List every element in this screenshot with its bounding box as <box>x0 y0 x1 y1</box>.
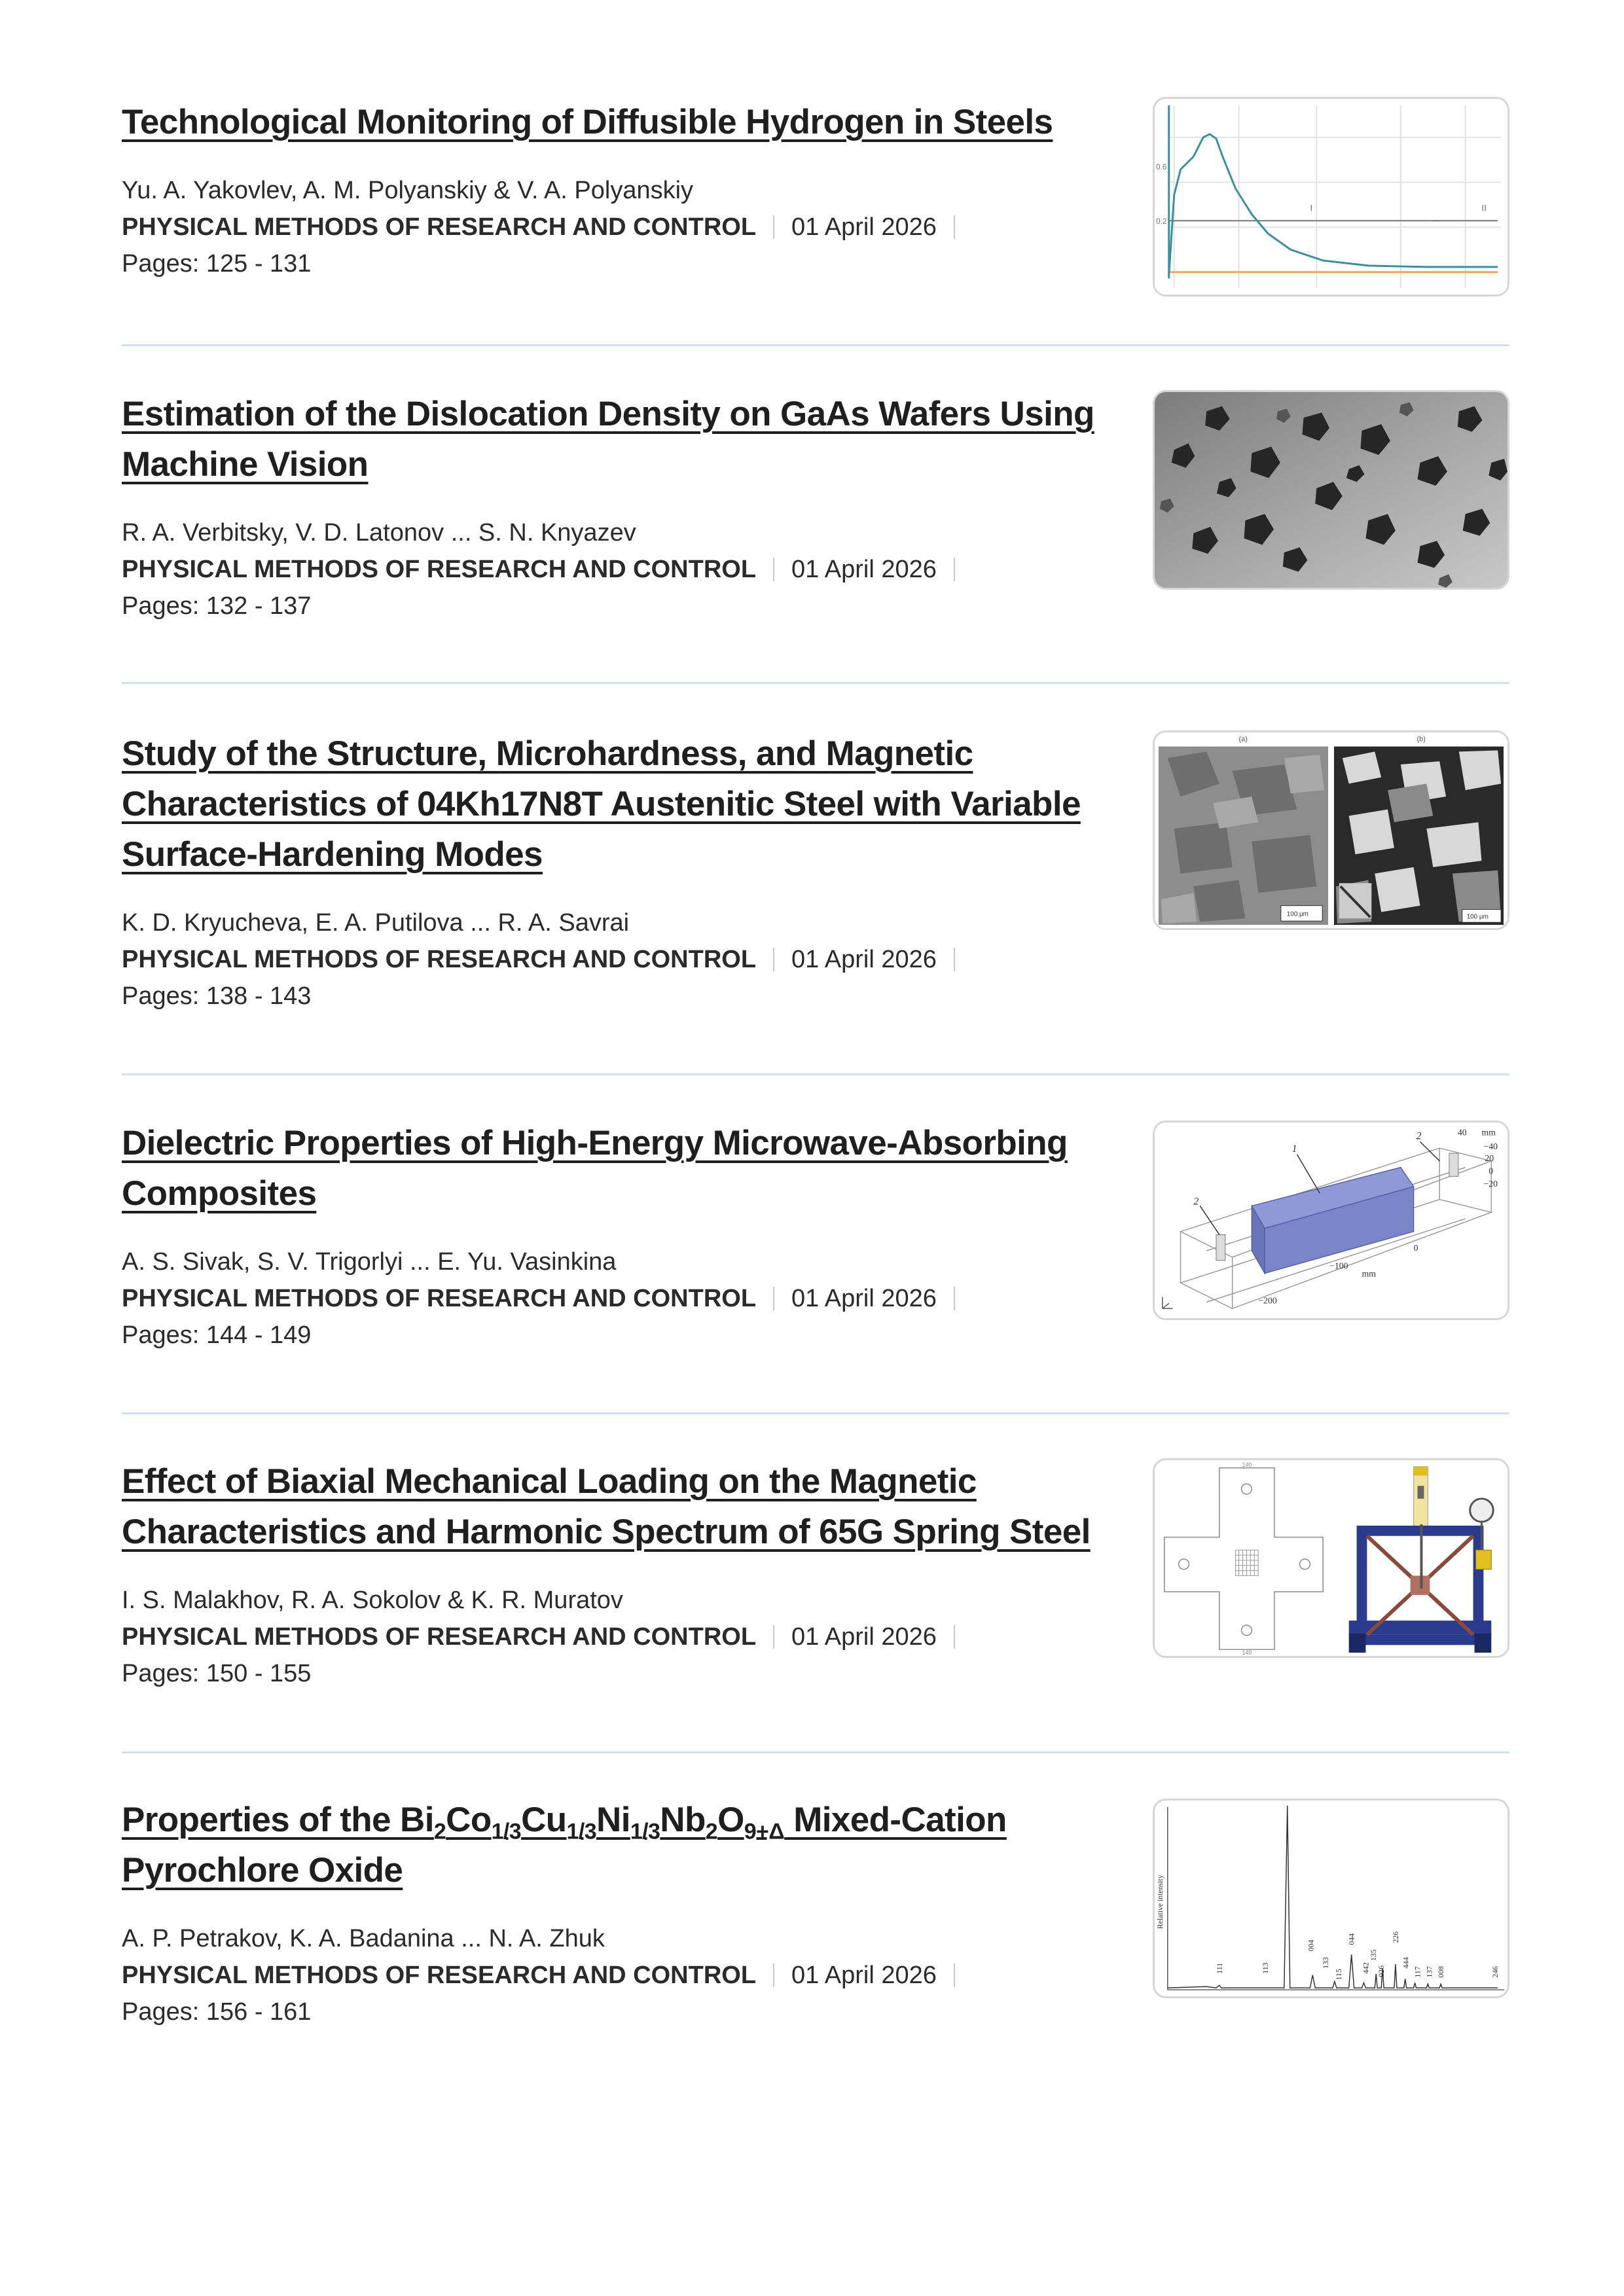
article-thumbnail-microstructure[interactable] <box>1153 730 1509 930</box>
peak-label: 442 <box>1361 1962 1371 1974</box>
publication-date: 01 April 2026 <box>791 556 937 583</box>
article-thumbnail-etch-pits[interactable] <box>1153 390 1509 590</box>
publication-date: 01 April 2026 <box>791 1623 937 1651</box>
peak-label: 226 <box>1390 1931 1400 1943</box>
meta-separator <box>773 1287 774 1310</box>
title-text: Properties of the Bi <box>122 1801 434 1839</box>
meta-separator <box>773 558 774 581</box>
article-title-link[interactable] <box>122 1795 1123 1895</box>
axis-tick: −100 <box>1329 1261 1348 1271</box>
title-text: Co <box>446 1801 492 1839</box>
hydrogen-graph <box>1155 99 1507 295</box>
article-divider <box>122 344 1509 346</box>
axis-tick: 0 <box>1413 1243 1418 1253</box>
journal-name: PHYSICAL METHODS OF RESEARCH AND CONTROL <box>122 1962 757 1989</box>
axis-tick: −40 <box>1483 1141 1498 1152</box>
article-text <box>122 1118 1123 1354</box>
axis-label: mm <box>1481 1127 1496 1138</box>
journal-name: PHYSICAL METHODS OF RESEARCH AND CONTROL <box>122 1285 757 1312</box>
title-text: O <box>717 1801 744 1839</box>
article-title-link[interactable]: Technological Monitoring of Diffusible Hydrogen in Steels <box>122 103 1053 141</box>
article-title-link[interactable]: Estimation of the Dislocation Density on GaAs Wafers Using Machine Vision <box>122 395 1094 484</box>
cruciform-specimen-rig <box>1155 1460 1507 1656</box>
etch-pit-micrograph <box>1155 392 1507 588</box>
peak-label: 133 <box>1321 1957 1331 1969</box>
article-thumbnail-xrd-pattern[interactable] <box>1153 1799 1509 1998</box>
article-divider <box>122 1412 1509 1414</box>
article-title-link[interactable]: Effect of Biaxial Mechanical Loading on the Magnetic Characteristics and Harmonic Spectrum of 65G Spring Steel <box>122 1462 1091 1551</box>
title-subscript: 2 <box>705 1819 718 1844</box>
article-meta <box>122 209 1123 245</box>
journal-name: PHYSICAL METHODS OF RESEARCH AND CONTROL <box>122 946 757 973</box>
steel-micrographs <box>1155 732 1507 928</box>
article-text <box>122 97 1123 282</box>
graph-label: II <box>1481 203 1487 213</box>
article-divider <box>122 1073 1509 1075</box>
meta-separator <box>773 215 774 239</box>
article-pages: Pages: 125 - 131 <box>122 250 312 278</box>
article-divider <box>122 682 1509 684</box>
meta-separator <box>954 1964 955 1987</box>
article-meta <box>122 1619 1123 1655</box>
peak-label: 111 <box>1214 1962 1224 1974</box>
panel-label: (a) <box>1238 735 1248 744</box>
article-meta <box>122 551 1123 588</box>
title-subscript: 2 <box>433 1819 446 1844</box>
panel-label: (b) <box>1416 735 1426 744</box>
article-authors: R. A. Verbitsky, V. D. Latonov ... S. N. Knyazev <box>122 519 636 547</box>
article-authors: K. D. Kryucheva, E. A. Putilova ... R. A. Savrai <box>122 909 630 937</box>
publication-date: 01 April 2026 <box>791 1962 937 1989</box>
publication-date: 01 April 2026 <box>791 213 937 241</box>
title-subscript: 1/3 <box>491 1819 522 1844</box>
model-label: 2 <box>1416 1130 1422 1142</box>
axis-label: mm <box>1362 1268 1376 1279</box>
title-text: Ni <box>596 1801 630 1839</box>
journal-name: PHYSICAL METHODS OF RESEARCH AND CONTROL <box>122 213 757 241</box>
peak-label: 115 <box>1333 1969 1343 1981</box>
article-title-link[interactable]: Study of the Structure, Microhardness, and Magnetic Characteristics of 04Kh17N8T Austenitic Steel with Variable Surface-Hardening Modes <box>122 734 1081 874</box>
axis-tick: 0 <box>1489 1166 1494 1176</box>
article-thumbnail-loading-rig[interactable] <box>1153 1458 1509 1658</box>
meta-separator <box>954 215 955 239</box>
peak-label: 044 <box>1346 1933 1356 1945</box>
article-thumbnail-hydrogen-graph[interactable] <box>1153 97 1509 296</box>
article-text <box>122 1456 1123 1692</box>
peak-label: 008 <box>1436 1965 1446 1978</box>
article-pages: Pages: 156 - 161 <box>122 1998 312 2026</box>
axis-tick: −200 <box>1258 1295 1277 1306</box>
waveguide-model <box>1155 1122 1507 1318</box>
article-text <box>122 1795 1123 2030</box>
title-subscript: 1/3 <box>630 1819 660 1844</box>
journal-name: PHYSICAL METHODS OF RESEARCH AND CONTROL <box>122 556 757 583</box>
article-pages: Pages: 144 - 149 <box>122 1321 312 1349</box>
article-authors: A. P. Petrakov, K. A. Badanina ... N. A. Zhuk <box>122 1925 605 1952</box>
peak-label: 113 <box>1261 1962 1271 1974</box>
peak-label: 135 <box>1369 1949 1379 1962</box>
meta-separator <box>954 1287 955 1310</box>
peak-label: 004 <box>1306 1939 1316 1952</box>
meta-separator <box>954 948 955 971</box>
graph-tick: 0.6 <box>1155 162 1167 171</box>
meta-separator <box>954 558 955 581</box>
peak-label: 117 <box>1413 1966 1422 1978</box>
article-text <box>122 728 1123 1014</box>
dimension-label: 140 <box>1242 1461 1252 1468</box>
title-text: Mixed-Cation Pyrochlore Oxide <box>122 1801 1007 1890</box>
scale-bar-label: 100 μm <box>1286 910 1308 918</box>
title-subscript: 9+Δ <box>744 1819 785 1844</box>
article-authors: A. S. Sivak, S. V. Trigorlyi ... E. Yu. Vasinkina <box>122 1248 617 1276</box>
xrd-pattern <box>1155 1801 1507 1996</box>
article-meta <box>122 1957 1123 1994</box>
meta-separator <box>954 1625 955 1649</box>
axis-tick: 40 <box>1457 1127 1467 1138</box>
axis-tick: 20 <box>1485 1153 1494 1163</box>
meta-separator <box>773 1625 774 1649</box>
publication-date: 01 April 2026 <box>791 946 937 973</box>
title-text: Cu <box>521 1801 567 1839</box>
graph-label: I <box>1310 203 1313 213</box>
graph-tick: 0.2 <box>1155 217 1167 226</box>
model-label: 1 <box>1291 1143 1297 1155</box>
article-pages: Pages: 150 - 155 <box>122 1660 312 1687</box>
scale-bar-label: 100 μm <box>1466 913 1489 921</box>
title-subscript: 1/3 <box>566 1819 597 1844</box>
dimension-label: 140 <box>1242 1649 1252 1656</box>
model-label: 2 <box>1193 1196 1199 1208</box>
axis-tick: −20 <box>1483 1179 1498 1189</box>
article-meta <box>122 941 1123 978</box>
article-meta <box>122 1280 1123 1317</box>
article-pages: Pages: 138 - 143 <box>122 982 312 1010</box>
article-authors: I. S. Malakhov, R. A. Sokolov & K. R. Muratov <box>122 1587 623 1614</box>
article-text <box>122 389 1123 624</box>
peak-label: 246 <box>1490 1965 1500 1978</box>
article-title-link[interactable]: Dielectric Properties of High-Energy Microwave-Absorbing Composites <box>122 1124 1068 1213</box>
article-pages: Pages: 132 - 137 <box>122 592 312 620</box>
peak-label: 137 <box>1424 1965 1434 1978</box>
title-text: Nb <box>660 1801 706 1839</box>
axis-label: Relative intensity <box>1155 1874 1164 1929</box>
article-divider <box>122 1751 1509 1753</box>
meta-separator <box>773 948 774 971</box>
meta-separator <box>773 1964 774 1987</box>
article-authors: Yu. A. Yakovlev, A. M. Polyanskiy & V. A. Polyanskiy <box>122 177 694 204</box>
article-thumbnail-waveguide-model[interactable] <box>1153 1121 1509 1320</box>
publication-date: 01 April 2026 <box>791 1285 937 1312</box>
peak-label: 026 <box>1377 1965 1386 1977</box>
journal-name: PHYSICAL METHODS OF RESEARCH AND CONTROL <box>122 1623 757 1651</box>
peak-label: 444 <box>1401 1957 1411 1969</box>
